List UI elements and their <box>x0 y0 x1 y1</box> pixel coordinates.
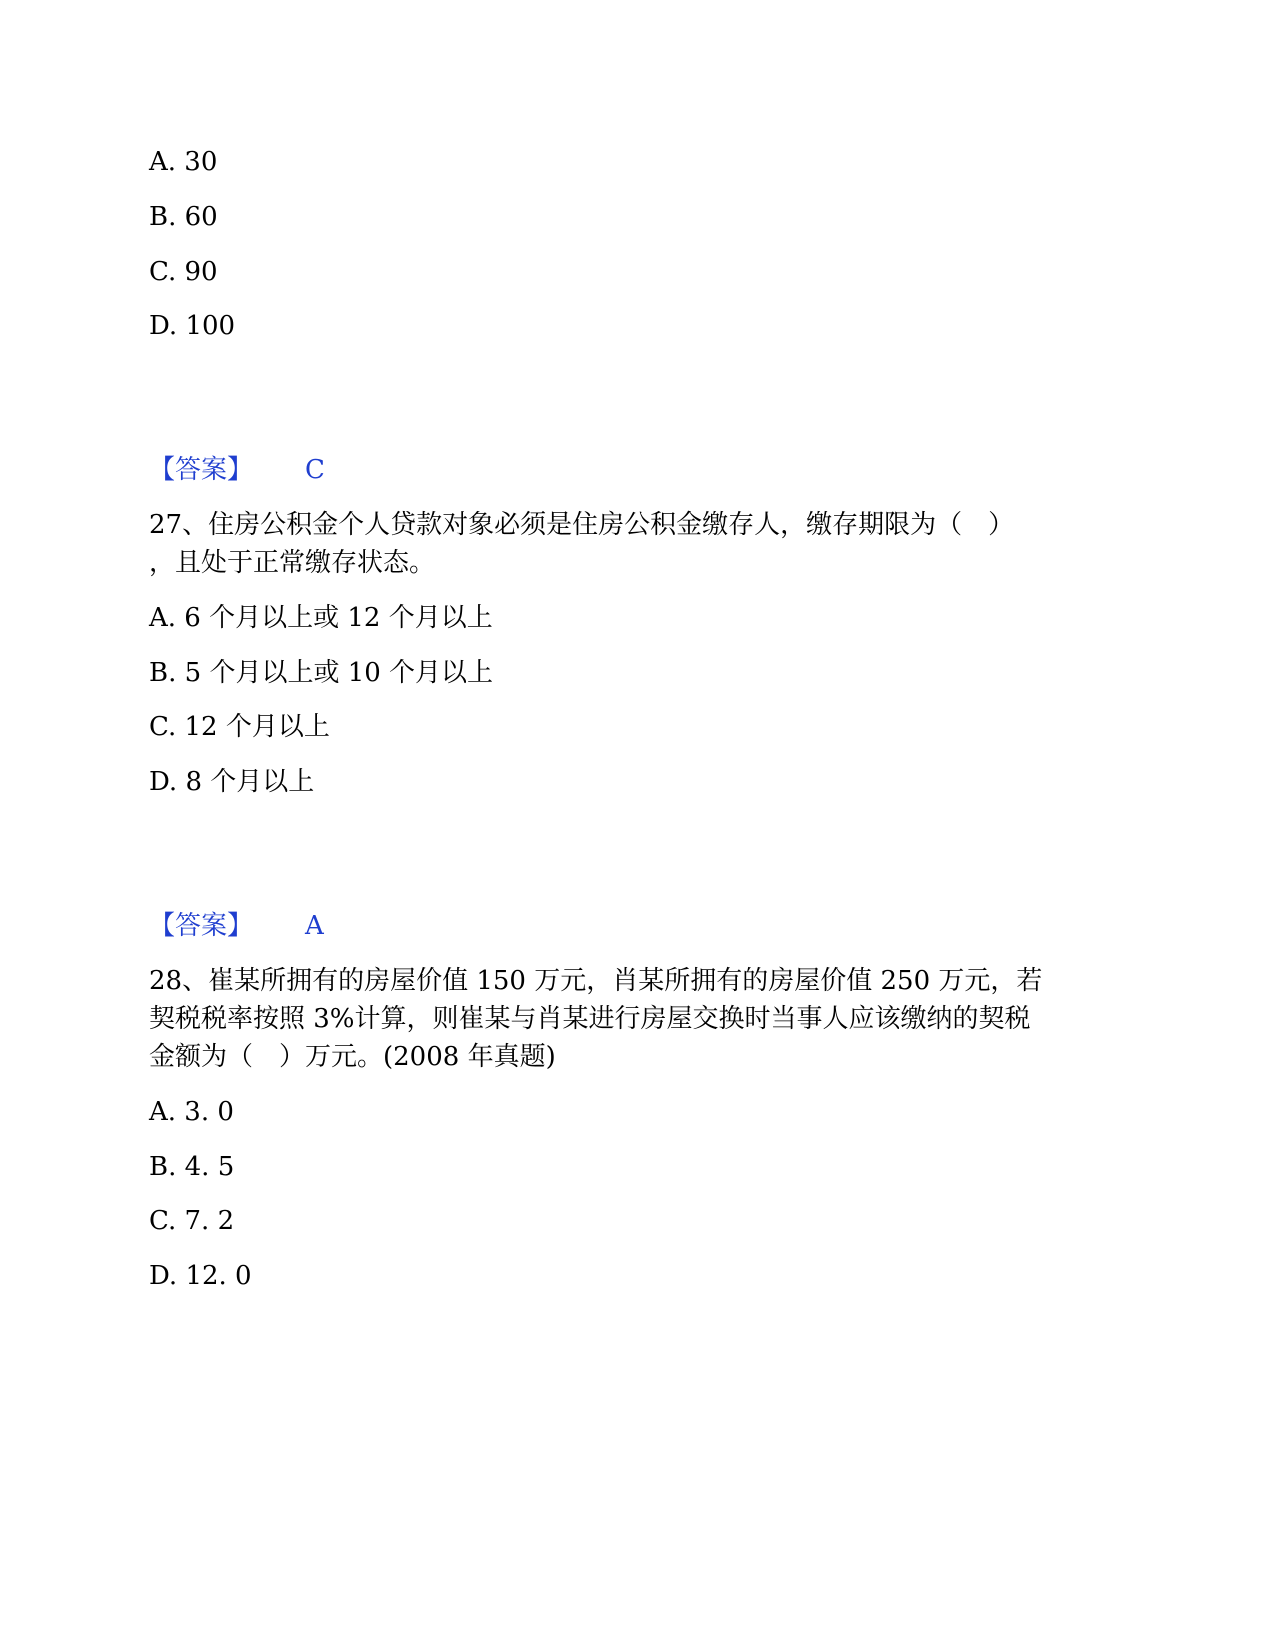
q26-answer <box>149 453 325 487</box>
q28-option-c: C. 7. 2 <box>149 1206 235 1236</box>
q26-option-c: C. 90 <box>149 257 218 287</box>
q26-option-b: B. 60 <box>149 202 218 232</box>
q28-question-line-2: 契税税率按照 3%计算，则崔某与肖某进行房屋交换时当事人应该缴纳的契税 <box>149 1004 1031 1034</box>
q27-option-c: C. 12 个月以上 <box>149 712 330 742</box>
q28-question-line-3: 金额为（ ）万元。(2008 年真题) <box>149 1042 556 1072</box>
q27-answer <box>149 909 324 943</box>
q27-question-line-2: ，且处于正常缴存状态。 <box>149 548 436 578</box>
q28-option-d: D. 12. 0 <box>149 1261 252 1291</box>
q26-option-a: A. 30 <box>149 147 218 177</box>
q28-option-b: B. 4. 5 <box>149 1152 235 1182</box>
answer-value: C <box>305 455 325 485</box>
q27-option-b: B. 5 个月以上或 10 个月以上 <box>149 658 494 688</box>
answer-label: 【答案】 <box>149 911 254 941</box>
answer-value: A <box>305 911 324 941</box>
q28-question-line-1: 28、崔某所拥有的房屋价值 150 万元，肖某所拥有的房屋价值 250 万元，若 <box>149 966 1043 996</box>
q27-option-d: D. 8 个月以上 <box>149 767 315 797</box>
q27-question-line-1: 27、住房公积金个人贷款对象必须是住房公积金缴存人，缴存期限为（ ） <box>149 510 1015 540</box>
answer-label: 【答案】 <box>149 455 254 485</box>
q28-option-a: A. 3. 0 <box>149 1097 234 1127</box>
q26-option-d: D. 100 <box>149 311 236 341</box>
q27-option-a: A. 6 个月以上或 12 个月以上 <box>149 603 493 633</box>
